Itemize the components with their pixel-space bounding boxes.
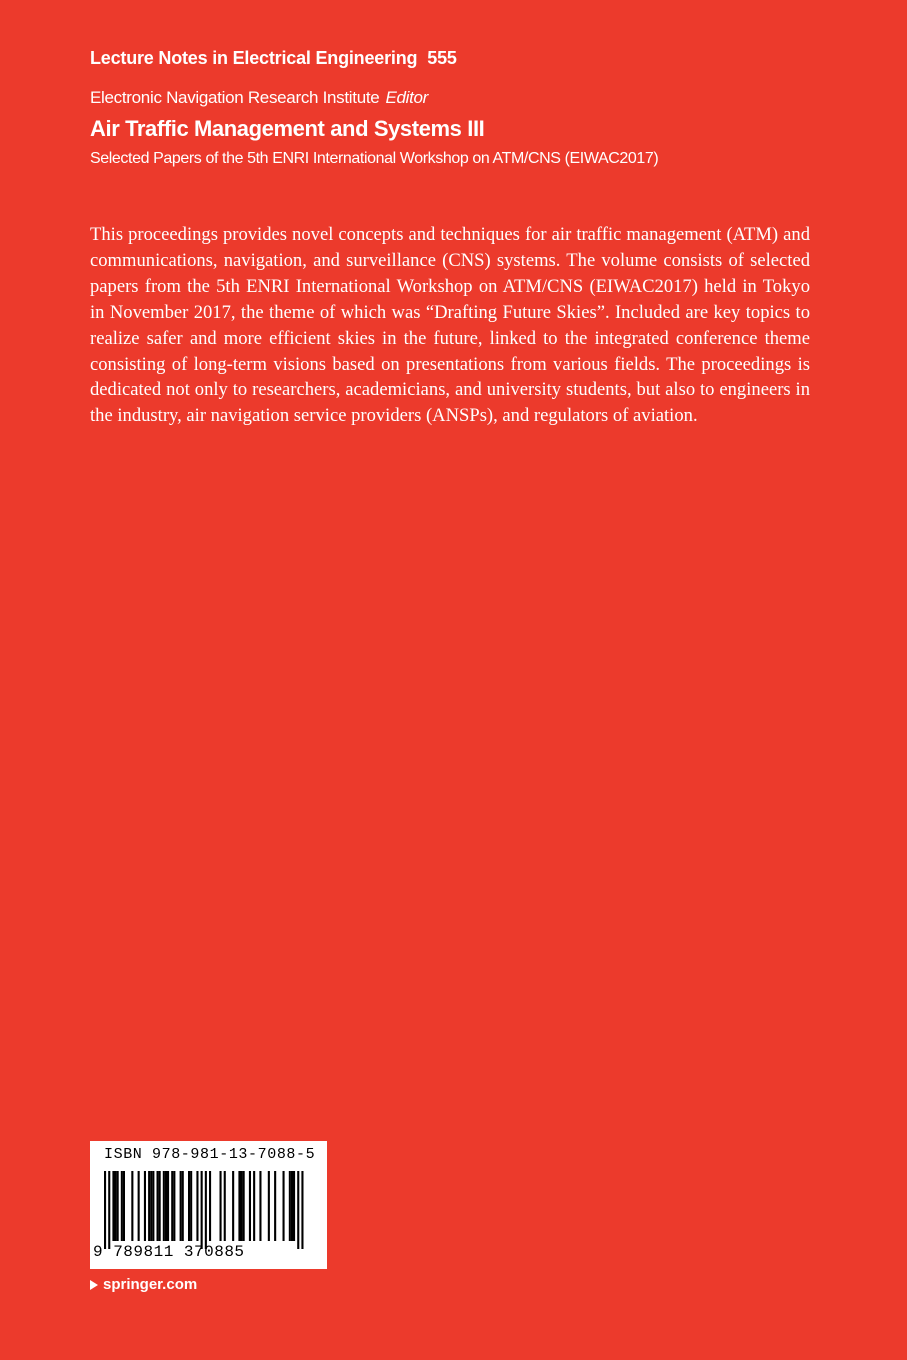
barcode-bar [144,1171,146,1241]
barcode-bar [196,1171,198,1241]
barcode-bar [131,1171,133,1241]
barcode-bar [293,1171,295,1241]
barcode-bar [112,1171,114,1241]
barcode-bar [150,1171,152,1241]
isbn-barcode-box [90,1141,327,1269]
barcode-bar [165,1171,167,1241]
barcode-bar [291,1171,293,1241]
barcode-bar [238,1171,240,1241]
editor-line [90,88,428,108]
barcode-bar [209,1171,211,1241]
barcode [104,1171,314,1251]
barcode-bar [224,1171,226,1241]
barcode-bar [171,1171,173,1241]
barcode-bar [259,1171,261,1241]
barcode-bar [205,1171,207,1249]
barcode-bar [243,1171,245,1241]
barcode-bar [241,1171,243,1241]
barcode-bar [138,1171,140,1241]
barcode-bar [121,1171,123,1241]
publisher-link[interactable] [90,1276,197,1293]
barcode-bar [289,1171,291,1241]
barcode-bar [188,1171,190,1241]
barcode-bar [123,1171,125,1241]
barcode-bar [167,1171,169,1241]
barcode-bar [117,1171,119,1241]
barcode-bar [157,1171,159,1241]
ean-digits: 9 789811 370885 [93,1243,245,1261]
editor-role: Editor [385,88,429,107]
series-line [90,48,457,69]
barcode-bar [104,1171,106,1249]
barcode-bar [180,1171,182,1241]
barcode-bar [232,1171,234,1241]
barcode-bar [201,1171,203,1249]
book-subtitle: Selected Papers of the 5th ENRI International Workshop on ATM/CNS (EIWAC2017) [90,150,659,167]
barcode-bar [274,1171,276,1241]
book-description: This proceedings provides novel concepts and techniques for air traffic management (ATM) and communications, navigation, and surveillance (CNS) systems. The volume consists of selected papers from the 5th ENRI International Workshop on ATM/CNS (EIWAC2017) held in Tokyo in November 2017, the theme of which was “Drafting Future Skies”. Included are key topics to realize safer and more efficient skies in the future, linked to the integrated conference theme consisting of long-term visions based on presentations from various fields. The proceedings is dedicated not only to researchers, academicians, and university students, but also to engineers in the industry, air navigation service providers (ANSPs), and regulators of aviation. [90,224,810,427]
series-name: Lecture Notes in Electrical Engineering [90,48,418,68]
publisher-website[interactable]: springer.com [103,1276,198,1293]
barcode-bar [249,1171,251,1241]
barcode-bar [148,1171,150,1241]
editor-name: Electronic Navigation Research Institute [90,88,380,107]
arrow-right-icon [90,1280,98,1290]
barcode-bar [190,1171,192,1241]
barcode-bar [173,1171,175,1241]
barcode-bar [220,1171,222,1241]
barcode-bar [297,1171,299,1249]
isbn-label: ISBN 978-981-13-7088-5 [104,1146,316,1163]
barcode-bar [253,1171,255,1241]
barcode-bar [182,1171,184,1241]
barcode-bar [283,1171,285,1241]
barcode-bar [163,1171,165,1241]
barcode-bar [268,1171,270,1241]
series-number: 555 [427,48,457,68]
barcode-bar [115,1171,117,1241]
barcode-bar [152,1171,154,1241]
barcode-bar [301,1171,303,1249]
barcode-bar [108,1171,110,1249]
book-title: Air Traffic Management and Systems III [90,116,485,141]
barcode-bar [159,1171,161,1241]
